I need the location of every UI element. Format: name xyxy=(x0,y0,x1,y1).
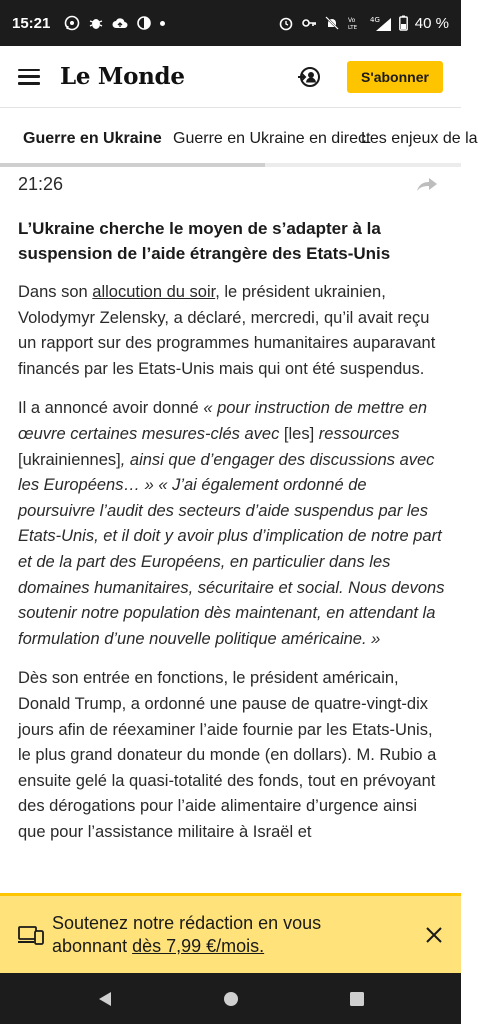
clock: 15:21 xyxy=(12,14,51,32)
alarm-icon xyxy=(278,15,294,31)
logo[interactable]: Le Monde xyxy=(60,63,185,90)
mute-icon xyxy=(324,15,340,31)
tab-guerre-en-ukraine[interactable]: Guerre en Ukraine xyxy=(23,130,162,147)
p1-text-start: Dans son xyxy=(18,283,93,301)
topic-tabs xyxy=(0,108,478,168)
banner-message: Soutenez notre rédaction en vous abonnant xyxy=(52,912,322,956)
p2-bracket-1: [les] xyxy=(283,424,315,443)
paragraph-2 xyxy=(18,396,446,652)
post-title: L’Ukraine cherche le moyen de s’adapter à la suspension de l’aide étrangère des Etats-Unis xyxy=(18,219,391,263)
bug-icon xyxy=(88,15,104,31)
paragraph-3: Dès son entrée en fonctions, le président américain, Donald Trump, a ordonné une pause de quatre-vingt-dix jours afin de réexaminer l’aide fournie par les Etats-Unis, le plus grand donateur du monde (en dollars). M. Rubio a ensuite gelé la quasi-totalité des fonds, tout en prévoyant des dérogations pour l’aide alimentaire d’urgence ainsi que pour l’assistance militaire à Israël et xyxy=(18,669,437,841)
subscription-banner[interactable] xyxy=(0,893,461,973)
tab-les-enjeux[interactable]: Les enjeux de la xyxy=(361,130,478,147)
paragraph-1 xyxy=(18,280,446,382)
svg-text:LTE: LTE xyxy=(347,25,357,31)
battery-icon xyxy=(399,15,408,31)
signal-4g-icon xyxy=(370,15,392,31)
p1-text-end: , le président ukrainien, Volodymyr Zelensky, a déclaré, mercredi, qu’il avait reçu un rapport sur des programmes humanitaires auparavant financés par les Etats-Unis mais qui ont été suspendus. xyxy=(18,283,436,378)
menu-icon[interactable] xyxy=(18,69,40,85)
key-icon xyxy=(301,15,317,31)
contrast-icon xyxy=(136,15,152,31)
recents-icon[interactable] xyxy=(349,991,365,1007)
p2-quote-1: « pour instruction de mettre en œuvre certaines mesures-clés avec xyxy=(18,399,428,443)
system-icons xyxy=(278,15,449,32)
tabs-scrollbar[interactable] xyxy=(0,163,461,167)
network-type: 4G xyxy=(369,16,380,24)
banner-text xyxy=(52,912,382,958)
devices-icon xyxy=(18,923,44,947)
volte-icon xyxy=(347,15,363,31)
p2-bracket-2: [ukrainiennes] xyxy=(18,450,121,469)
banner-price-link[interactable]: dès 7,99 €/mois. xyxy=(132,935,265,956)
p2-quote-3: , ainsi que d’engager des discussions avec les Européens… » « J’ai également ordonné de poursuivre l’audit des secteurs d’aide suspendus par les Etats-Unis, et il doit y avoir plus d’implication de notre part et de la part des Européens, en particulier dans les domaines humanitaires, sécuritaire et social. Nous devons soutenir notre population dès maintenant, en attendant la formulation d’une nouvelle politique américaine. » xyxy=(18,450,445,648)
more-notifications-icon xyxy=(160,21,165,26)
system-navigation-bar xyxy=(0,973,461,1024)
tab-guerre-en-ukraine-en-direct[interactable]: Guerre en Ukraine en direct xyxy=(173,130,371,147)
account-icon[interactable] xyxy=(297,65,321,89)
close-icon[interactable] xyxy=(425,926,443,944)
tabs-scrollbar-thumb[interactable] xyxy=(0,163,265,167)
p2-text-intro: Il a annoncé avoir donné xyxy=(18,399,204,418)
app-header xyxy=(0,46,461,108)
allocution-link[interactable]: allocution du soir xyxy=(92,283,216,301)
svg-text:Vo: Vo xyxy=(347,17,356,24)
live-post xyxy=(18,172,446,845)
post-time: 21:26 xyxy=(18,174,64,194)
cloud-upload-icon xyxy=(112,15,128,31)
back-icon[interactable] xyxy=(97,991,113,1007)
notification-icons xyxy=(64,15,165,31)
home-icon[interactable] xyxy=(223,991,239,1007)
status-bar xyxy=(0,0,461,46)
p2-quote-2: ressources xyxy=(314,424,400,443)
share-icon[interactable] xyxy=(416,176,438,192)
whatsapp-icon xyxy=(64,15,80,31)
battery-level: 40 % xyxy=(414,14,449,32)
subscribe-button[interactable]: S'abonner xyxy=(347,61,443,93)
